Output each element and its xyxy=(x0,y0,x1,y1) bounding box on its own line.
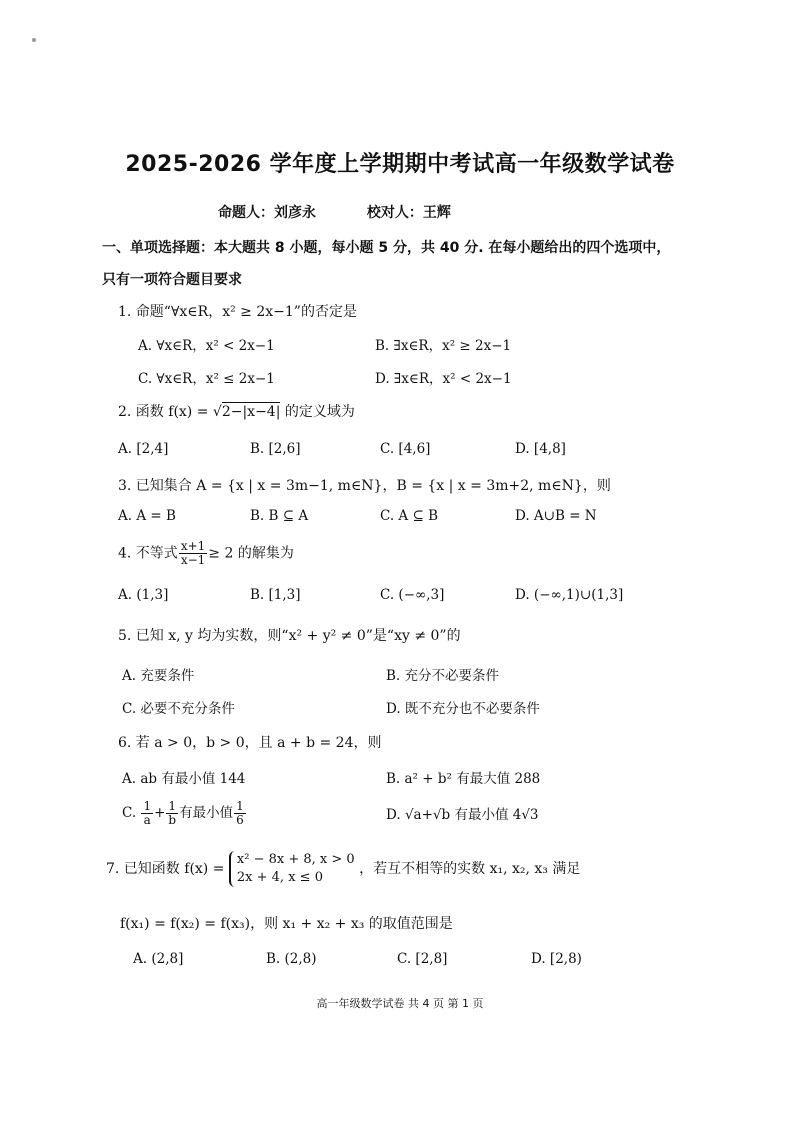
question-1-option-c: C. ∀x∈R，x² ≤ 2x−1 xyxy=(138,371,275,387)
question-2-stem-post: 的定义域为 xyxy=(280,404,355,420)
question-5-option-c: C. 必要不充分条件 xyxy=(122,701,235,717)
section-line-1: 一、单项选择题：本大题共 8 小题，每小题 5 分，共 40 分. 在每小题给出的四个选项中， xyxy=(102,240,671,256)
question-7-stem-pre: 7. 已知函数 f(x) = xyxy=(106,861,225,877)
question-6-option-a: A. ab 有最小值 144 xyxy=(122,771,246,787)
exam-title: 2025-2026 学年度上学期期中考试高一年级数学试卷 xyxy=(125,152,675,177)
option-c-letter: C. xyxy=(122,805,137,821)
option-c-text: 有最小值 xyxy=(179,805,234,821)
fraction-1-over-b xyxy=(166,800,178,827)
fraction-denominator: 6 xyxy=(236,813,244,827)
question-2-stem xyxy=(118,401,355,421)
section-heading xyxy=(102,232,702,296)
question-6-option-c: C. $\frac{1}{a}$ + $\frac{1}{b}$ 有最小值 $\frac{1}{6}$ xyxy=(122,799,244,827)
question-4-stem-pre: 4. 不等式 xyxy=(118,545,178,562)
option-d-letter: D. xyxy=(386,807,401,823)
question-4-fraction xyxy=(179,540,207,567)
question-1-option-b: B. ∃x∈R，x² ≥ 2x−1 xyxy=(375,338,512,354)
option-d-text: 有最小值 4√3 xyxy=(454,807,539,823)
fraction-numerator: 1 xyxy=(236,799,244,813)
question-4-option-c: C. (−∞,3] xyxy=(380,587,445,603)
question-2-option-a: A. [2,4] xyxy=(118,441,169,457)
proofreader-label: 校对人：王辉 xyxy=(366,205,451,221)
fraction-denominator: b xyxy=(168,813,177,827)
question-2-radicand: 2−|x−4| xyxy=(221,404,281,420)
question-4-stem-post: ≥ 2 的解集为 xyxy=(208,545,294,562)
fraction-denominator: a xyxy=(143,813,151,827)
question-3-option-d: D. A∪B = N xyxy=(515,508,597,524)
question-7-option-b: B. (2,8) xyxy=(266,951,317,967)
question-2-option-c: C. [4,6] xyxy=(380,441,431,457)
piecewise-function xyxy=(229,851,355,887)
question-4-option-d: D. (−∞,1)∪(1,3] xyxy=(515,587,624,603)
question-1-option-a: A. ∀x∈R，x² < 2x−1 xyxy=(138,338,275,354)
question-7-option-c: C. [2,8] xyxy=(397,951,448,967)
question-7-stem-post: ，若互不相等的实数 x₁, x₂, x₃ 满足 xyxy=(359,861,581,877)
authors-line xyxy=(218,202,451,222)
question-7-option-d: D. [2,8) xyxy=(531,951,582,967)
question-7-stem-line-2: f(x₁) = f(x₂) = f(x₃)，则 x₁ + x₂ + x₃ 的取值范围是 xyxy=(120,916,453,932)
scan-dot xyxy=(32,38,36,42)
page-footer: 高一年级数学试卷 共 4 页 第 1 页 xyxy=(316,997,484,1010)
question-2-option-b: B. [2,6] xyxy=(250,441,301,457)
fraction-denominator: x−1 xyxy=(180,553,206,567)
question-2-option-d: D. [4,8] xyxy=(515,441,566,457)
question-4-option-b: B. [1,3] xyxy=(250,587,301,603)
question-6-option-d: D. √a+√b 有最小值 4√3 xyxy=(386,807,539,823)
question-3-option-c: C. A ⊆ B xyxy=(380,508,438,524)
sqrt-symbol: √ xyxy=(212,404,222,420)
fraction-numerator: x+1 xyxy=(180,539,206,553)
section-line-2: 只有一项符合题目要求 xyxy=(102,272,242,288)
question-6-option-b: B. a² + b² 有最大值 288 xyxy=(386,771,541,787)
question-6-stem: 6. 若 a > 0，b > 0，且 a + b = 24，则 xyxy=(118,735,382,751)
question-1-option-d: D. ∃x∈R，x² < 2x−1 xyxy=(375,371,512,387)
question-4-option-a: A. (1,3] xyxy=(118,587,169,603)
fraction-numerator: 1 xyxy=(166,800,178,814)
question-1-stem: 1. 命题“∀x∈R，x² ≥ 2x−1”的否定是 xyxy=(118,304,357,320)
question-2-stem-pre: 2. 函数 f(x) = xyxy=(118,404,213,420)
question-4-stem xyxy=(118,540,294,567)
question-5-option-a: A. 充要条件 xyxy=(122,668,195,684)
fraction-1-over-a xyxy=(141,800,153,827)
author-label: 命题人：刘彦永 xyxy=(218,205,316,221)
question-5-option-d: D. 既不充分也不必要条件 xyxy=(386,701,540,717)
sqrt-a: √a xyxy=(404,807,422,823)
piece-1: x² − 8x + 8, x > 0 xyxy=(236,852,355,867)
piece-2: 2x + 4, x ≤ 0 xyxy=(236,870,323,885)
fraction-numerator: 1 xyxy=(143,799,152,813)
question-3-option-b: B. B ⊆ A xyxy=(250,508,309,524)
question-7-option-a: A. (2,8] xyxy=(133,951,184,967)
sqrt-b: √b xyxy=(432,807,451,823)
question-3-option-a: A. A = B xyxy=(118,508,176,524)
question-5-option-b: B. 充分不必要条件 xyxy=(386,668,500,684)
question-5-stem: 5. 已知 x, y 均为实数，则“x² + y² ≠ 0”是“xy ≠ 0”的 xyxy=(118,628,461,644)
question-3-stem: 3. 已知集合 A = {x | x = 3m−1, m∈N}，B = {x | x = 3m+2, m∈N}，则 xyxy=(118,478,611,494)
question-7-stem xyxy=(106,851,580,887)
fraction-1-over-6 xyxy=(234,800,246,827)
